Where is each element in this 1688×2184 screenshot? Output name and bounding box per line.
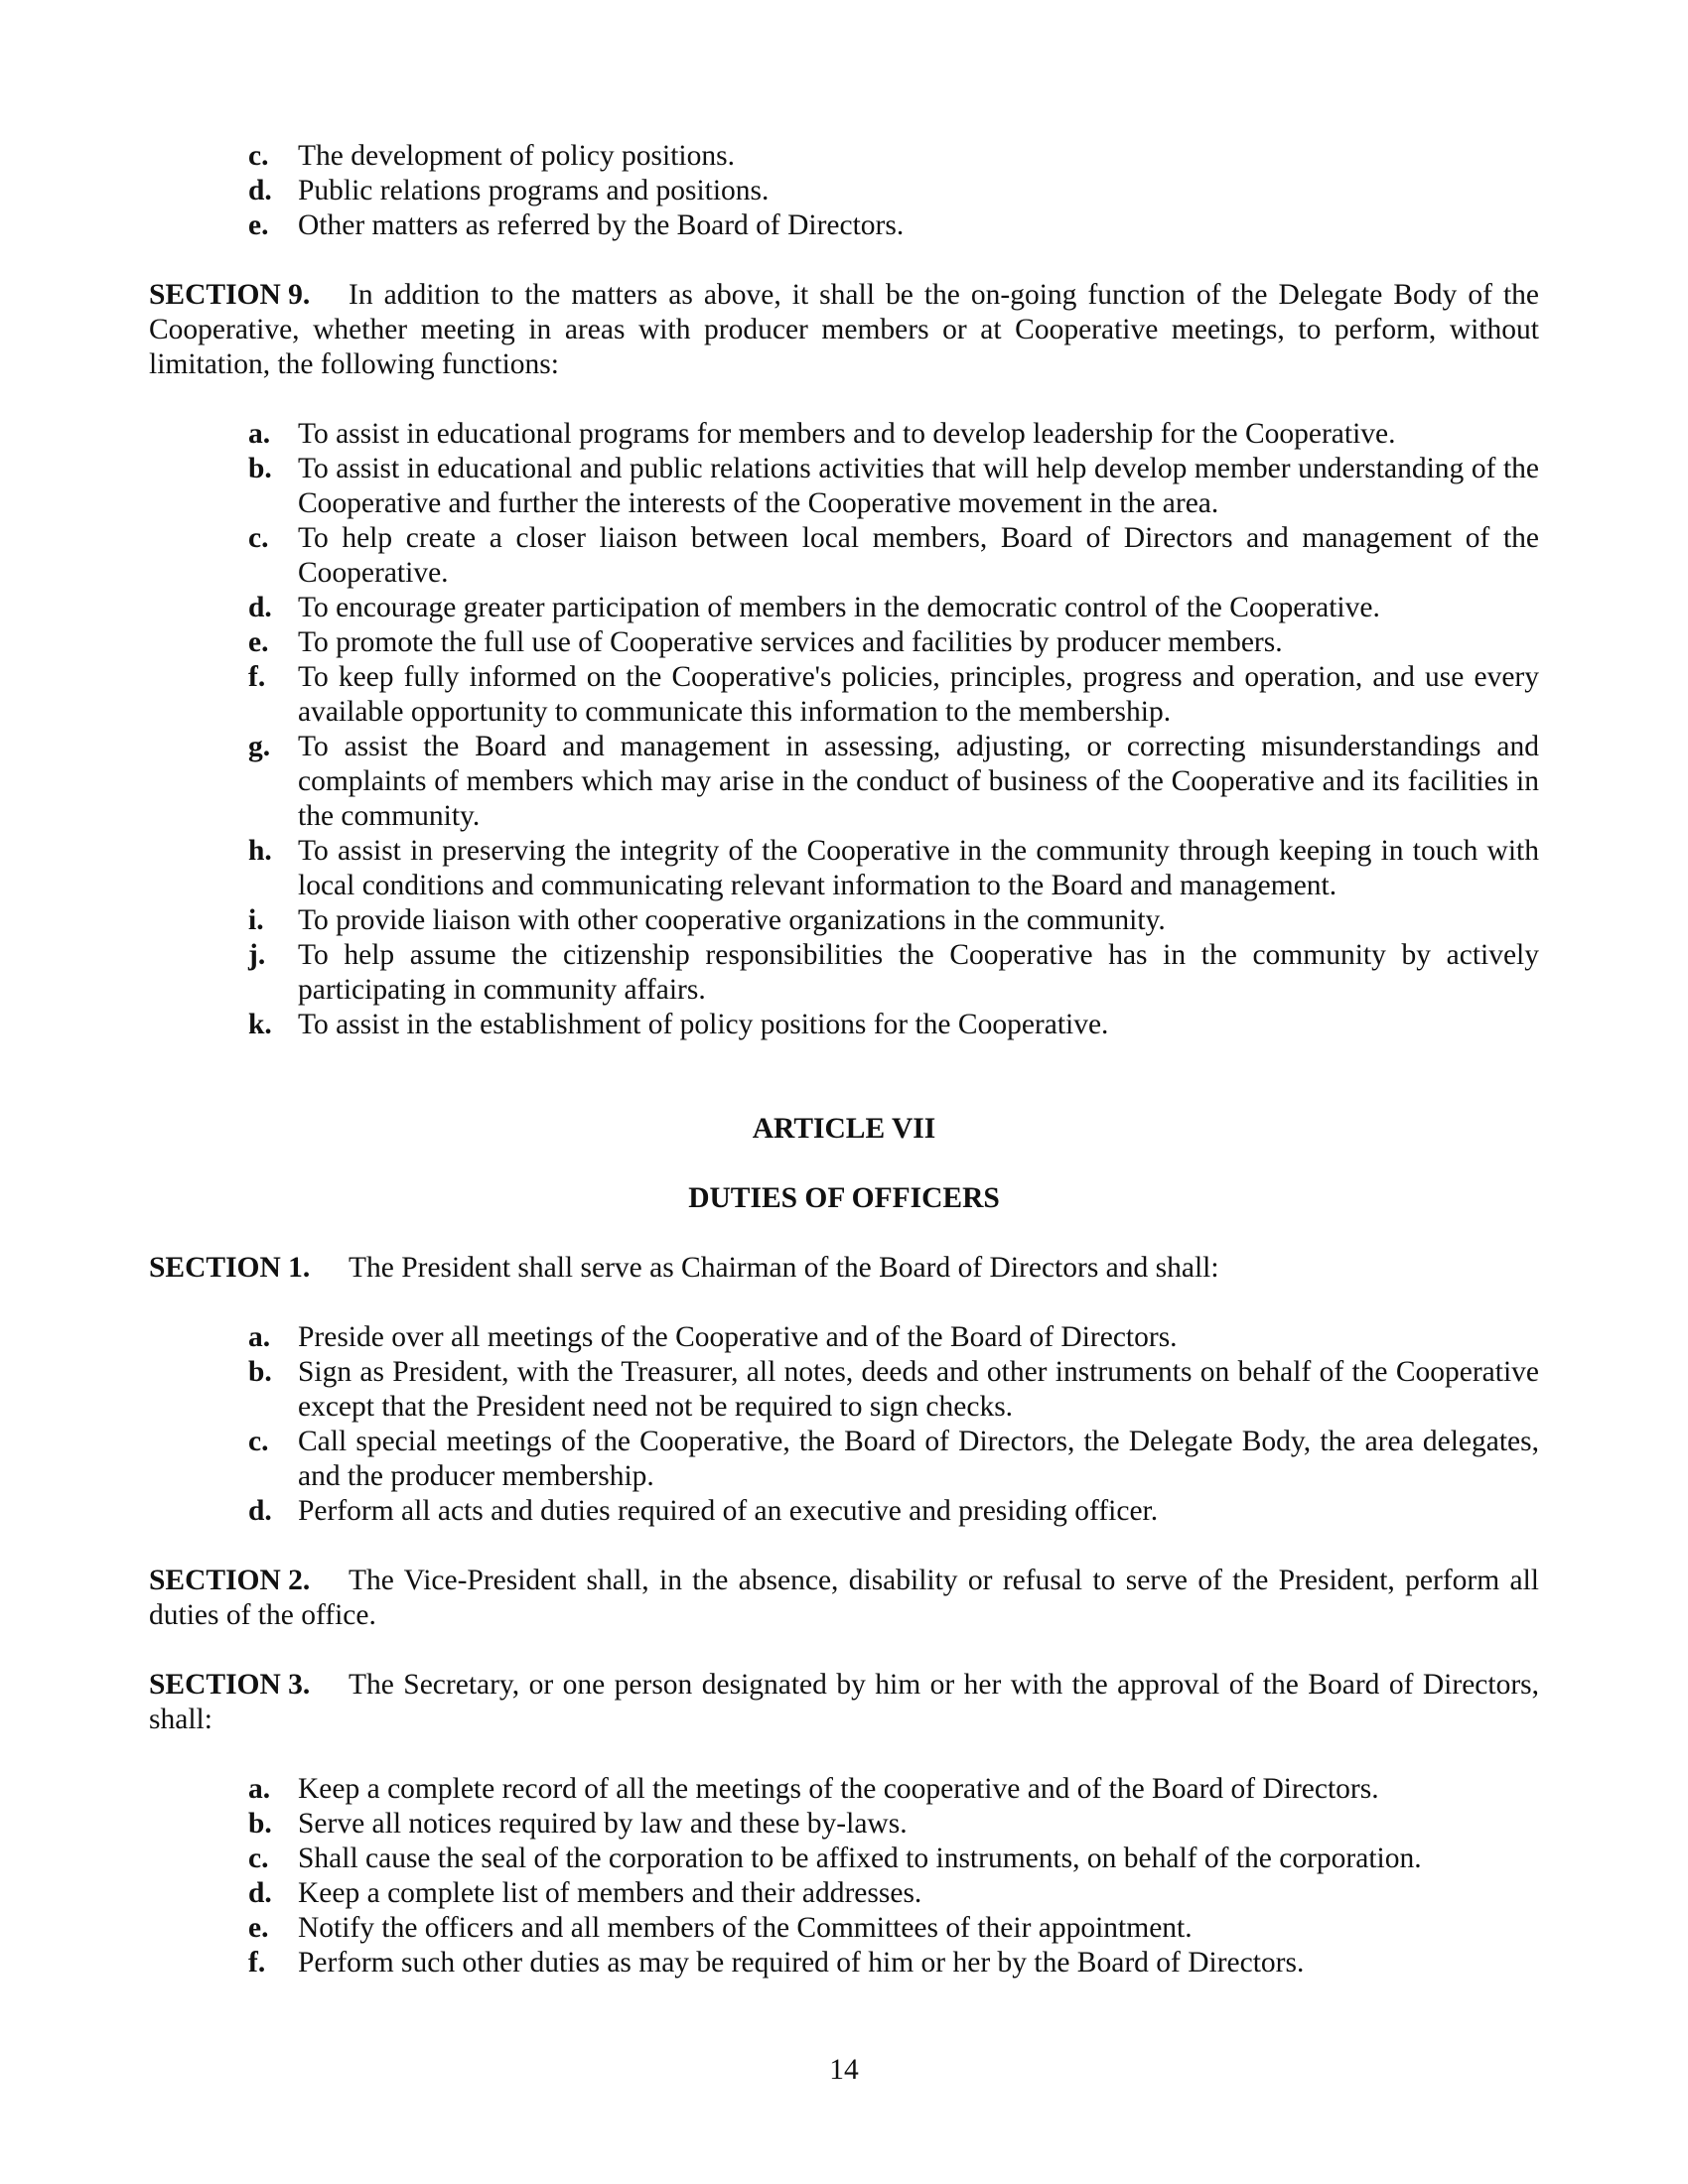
list-item-letter: e. — [248, 209, 269, 241]
list-item-letter: d. — [248, 592, 272, 623]
list-item — [149, 417, 1539, 452]
list-item — [149, 730, 1539, 834]
list-item-text: Shall cause the seal of the corporation to be affixed to instruments, on behalf of the corporation. — [298, 1843, 1422, 1874]
list-item-text: Notify the officers and all members of the Committees of their appointment. — [298, 1912, 1193, 1944]
article-number: ARTICLE VII — [752, 1113, 936, 1145]
list-item-text: To help create a closer liaison between local members, Board of Directors and management of the Cooperative. — [298, 522, 1539, 589]
list-item-letter: b. — [248, 1356, 272, 1388]
section-text: The Secretary, or one person designated by him or her with the approval of the Board of Directors, shall: — [149, 1669, 1539, 1735]
list-item-text: To promote the full use of Cooperative services and facilities by producer members. — [298, 626, 1283, 658]
list-item-text: Keep a complete record of all the meetings of the cooperative and of the Board of Directors. — [298, 1773, 1379, 1805]
list-item-text: Sign as President, with the Treasurer, all notes, deeds and other instruments on behalf of the Cooperative except that the President need not be required to sign checks. — [298, 1356, 1539, 1423]
list-item — [149, 903, 1539, 938]
list-item-text: Call special meetings of the Cooperative, the Board of Directors, the Delegate Body, the area delegates, and the producer membership. — [298, 1426, 1539, 1492]
list-item-letter: c. — [248, 140, 269, 172]
list-item-text: To help assume the citizenship responsibilities the Cooperative has in the community by actively participating in community affairs. — [298, 939, 1539, 1006]
list-item — [149, 174, 1539, 208]
list-item-text: Perform all acts and duties required of an executive and presiding officer. — [298, 1495, 1159, 1527]
list-item-text: Perform such other duties as may be required of him or her by the Board of Directors. — [298, 1947, 1305, 1979]
list-item — [149, 1842, 1539, 1876]
list-item — [149, 1425, 1539, 1494]
list-item-text: To assist in the establishment of policy positions for the Cooperative. — [298, 1009, 1109, 1040]
list-item — [149, 625, 1539, 660]
list-item-letter: f. — [248, 661, 266, 693]
list-item — [149, 1807, 1539, 1842]
list-item-text: To assist in preserving the integrity of the Cooperative in the community through keeping in touch with local conditions and communicating relevant information to the Board and management. — [298, 835, 1539, 901]
list-item-letter: j. — [248, 939, 266, 971]
list-item-text: Serve all notices required by law and these by-laws. — [298, 1808, 908, 1840]
section-2 — [149, 1564, 1539, 1633]
list-item-text: To keep fully informed on the Cooperative's policies, principles, progress and operation, and use every available opportunity to communicate this information to the membership. — [298, 661, 1539, 728]
section-label: SECTION 9. — [149, 279, 311, 311]
list-item-text: To encourage greater participation of members in the democratic control of the Cooperative. — [298, 592, 1380, 623]
list-item-letter: g. — [248, 731, 271, 762]
section-1-list — [149, 1320, 1539, 1529]
list-item-letter: e. — [248, 1912, 269, 1944]
list-item — [149, 591, 1539, 625]
list-item — [149, 1320, 1539, 1355]
list-item-letter: b. — [248, 1808, 272, 1840]
list-item — [149, 1494, 1539, 1529]
section-3-list — [149, 1772, 1539, 1980]
list-item — [149, 1911, 1539, 1946]
list-item-text: To assist in educational and public relations activities that will help develop member understanding of the Cooperative and further the interests of the Cooperative movement in the area. — [298, 453, 1539, 519]
section-label: SECTION 2. — [149, 1565, 311, 1596]
section-label: SECTION 3. — [149, 1669, 311, 1701]
section-text: The Vice-President shall, in the absence, disability or refusal to serve of the President, perform all duties of the office. — [149, 1565, 1539, 1631]
list-item-letter: d. — [248, 175, 272, 206]
list-item-text: To assist in educational programs for members and to develop leadership for the Cooperative. — [298, 418, 1396, 450]
list-item-letter: k. — [248, 1009, 272, 1040]
list-item — [149, 660, 1539, 730]
list-item-letter: a. — [248, 418, 271, 450]
list-item — [149, 1772, 1539, 1807]
list-item — [149, 208, 1539, 243]
document-page — [149, 139, 1539, 2015]
list-item-text: Public relations programs and positions. — [298, 175, 770, 206]
section-1 — [149, 1251, 1539, 1286]
list-item-text: To assist the Board and management in assessing, adjusting, or correcting misunderstandings and complaints of members which may arise in the conduct of business of the Cooperative and its facilities in the community. — [298, 731, 1539, 832]
section-9-list — [149, 417, 1539, 1042]
list-item-text: To provide liaison with other cooperative organizations in the community. — [298, 904, 1166, 936]
list-item-letter: c. — [248, 522, 269, 554]
list-item-letter: i. — [248, 904, 264, 936]
section-text: In addition to the matters as above, it shall be the on-going function of the Delegate Body of the Cooperative, whether meeting in areas with producer members or at Cooperative meetings, to perform, without limitation, the following functions: — [149, 279, 1539, 380]
list-item-letter: a. — [248, 1321, 271, 1353]
list-item-letter: d. — [248, 1495, 272, 1527]
list-item-letter: a. — [248, 1773, 271, 1805]
list-item — [149, 521, 1539, 591]
section-3 — [149, 1668, 1539, 1737]
list-item-text: The development of policy positions. — [298, 140, 735, 172]
section-9 — [149, 278, 1539, 382]
list-item — [149, 1876, 1539, 1911]
list-item-text: Keep a complete list of members and their addresses. — [298, 1877, 922, 1909]
list-item — [149, 938, 1539, 1008]
list-item-letter: c. — [248, 1426, 269, 1457]
list-item — [149, 834, 1539, 903]
list-item — [149, 1008, 1539, 1042]
list-continued — [149, 139, 1539, 243]
list-item-letter: f. — [248, 1947, 266, 1979]
list-item-letter: e. — [248, 626, 269, 658]
section-text: The President shall serve as Chairman of the Board of Directors and shall: — [349, 1252, 1219, 1284]
list-item-letter: h. — [248, 835, 272, 867]
section-label: SECTION 1. — [149, 1252, 311, 1284]
list-item-letter: d. — [248, 1877, 272, 1909]
list-item — [149, 139, 1539, 174]
article-title: DUTIES OF OFFICERS — [688, 1182, 1000, 1214]
page-number: 14 — [829, 2054, 859, 2086]
list-item-letter: c. — [248, 1843, 269, 1874]
list-item — [149, 1355, 1539, 1425]
list-item — [149, 1946, 1539, 1980]
list-item-letter: b. — [248, 453, 272, 484]
list-item-text: Other matters as referred by the Board of Directors. — [298, 209, 905, 241]
list-item-text: Preside over all meetings of the Cooperative and of the Board of Directors. — [298, 1321, 1178, 1353]
list-item — [149, 452, 1539, 521]
